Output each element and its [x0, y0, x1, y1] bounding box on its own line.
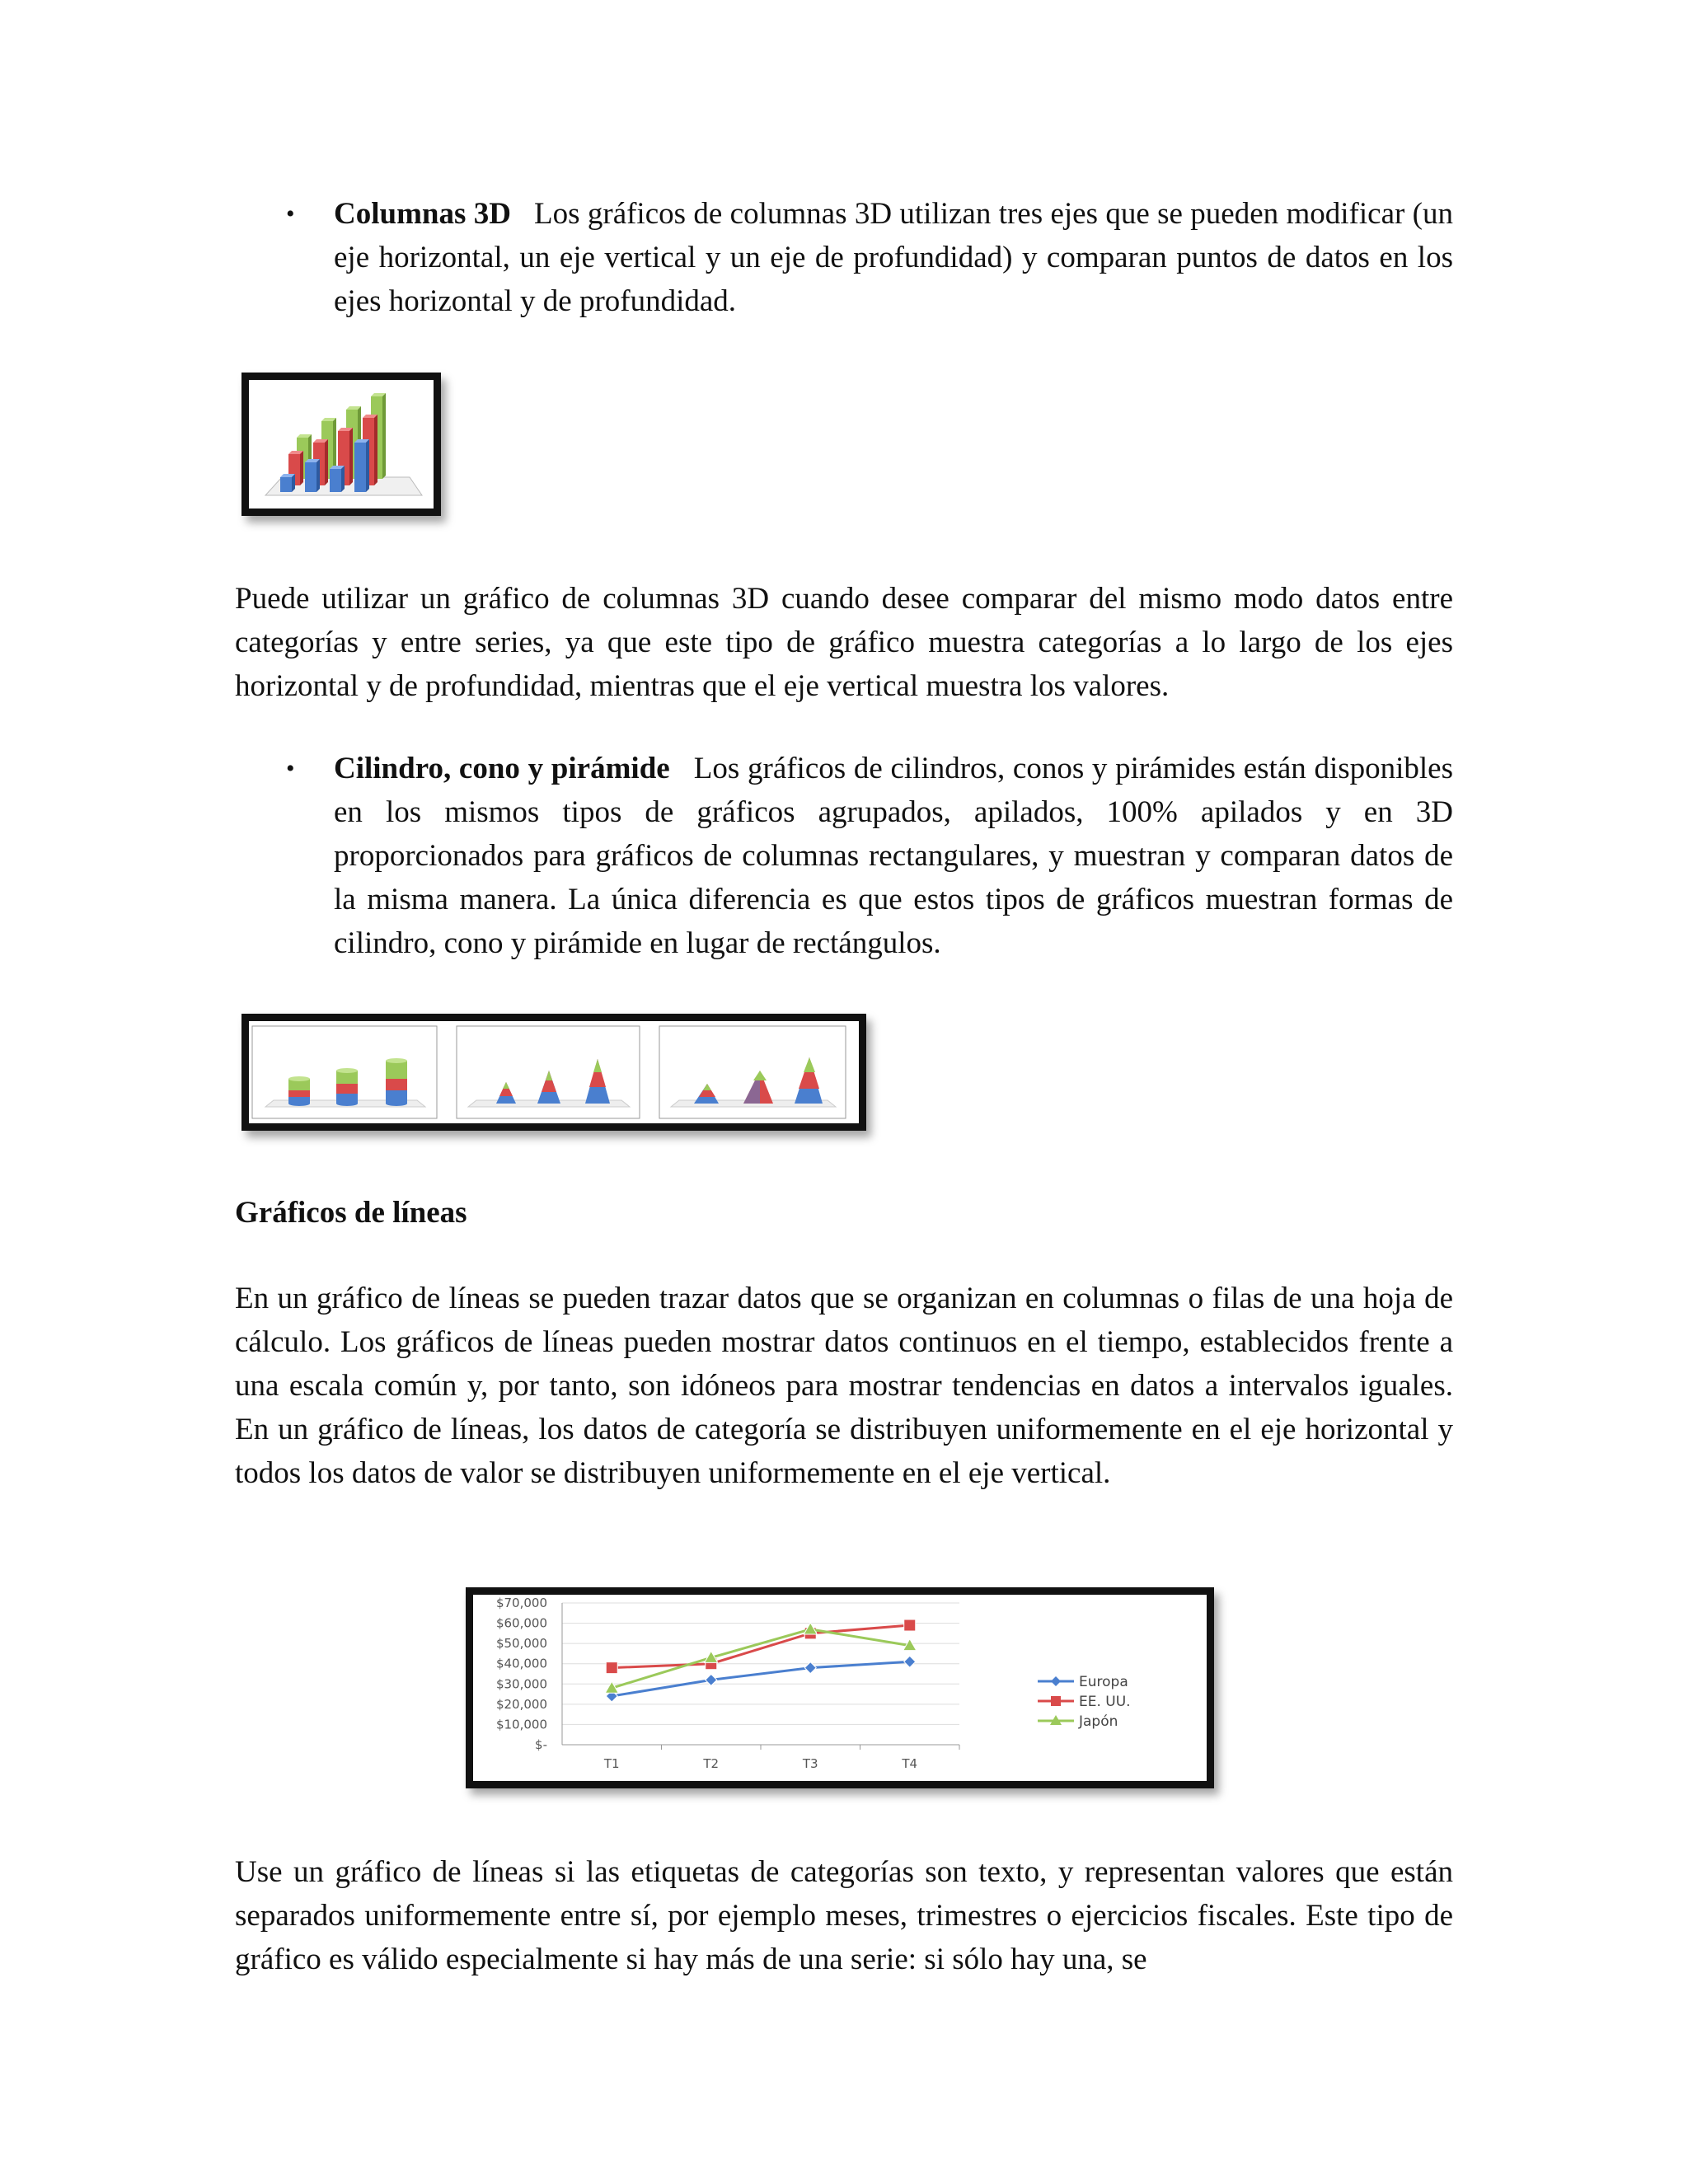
legend-marker: [1051, 1676, 1061, 1686]
y-tick-label: $70,000: [495, 1596, 547, 1610]
x-tick-label: T4: [902, 1756, 918, 1771]
line-chart-frame: [466, 1587, 1214, 1788]
bullet-dot: •: [286, 200, 295, 227]
bullet-term: Columnas 3D: [334, 197, 511, 231]
bullet-columnas-3d: [286, 192, 1453, 323]
y-tick-label: $40,000: [495, 1656, 547, 1671]
cylinder-cone-pyramid-illustration: [249, 1021, 859, 1123]
series-line-jap-n: [612, 1629, 910, 1688]
y-tick-label: $10,000: [495, 1717, 547, 1732]
legend-label: EE. UU.: [1079, 1694, 1131, 1710]
series-line-ee-uu-: [612, 1625, 910, 1668]
cylinder-cone-pyramid-image: [241, 1014, 866, 1131]
paragraph-lineas: En un gráfico de líneas se pueden trazar datos que se organizan en columnas o filas de una hoja de cálculo. Los gráficos de líneas pueden mostrar datos continuos en el tiempo, establecidos frente a una escala común y, por tanto, son idóneos para mostrar tendencias en datos a intervalos iguales. En un gráfico de líneas, los datos de categoría se distribuyen uniformemente en el eje horizontal y todos los datos de valor se distribuyen uniformemente en el eje vertical.: [235, 1282, 1453, 1490]
bullet-dot: •: [286, 755, 295, 782]
bullet-text: Los gráficos de columnas 3D utilizan tres ejes que se pueden modificar (un eje horizontal, un eje vertical y un eje de profundidad) y comparan puntos de datos en los ejes horizontal y de profundidad.: [334, 197, 1453, 318]
y-tick-label: $20,000: [495, 1696, 547, 1712]
bullet-term: Cilindro, cono y pirámide: [334, 752, 670, 785]
x-tick-label: T1: [603, 1756, 620, 1771]
paragraph-uso-lineas: Use un gráfico de líneas si las etiquetas de categorías son texto, y representan valores que están separados uniformemente entre sí, por ejemplo meses, trimestres o ejercicios fiscales. Este tipo de gráfico es válido especialmente si hay más de una serie: si sólo hay una, se: [235, 1855, 1453, 1976]
section-heading: Gráficos de líneas: [235, 1196, 467, 1230]
y-tick-label: $50,000: [495, 1636, 547, 1652]
legend-label: Japón: [1079, 1713, 1118, 1730]
line-chart: [473, 1595, 1207, 1781]
legend-label: Europa: [1079, 1674, 1128, 1690]
data-point: [904, 1619, 916, 1631]
y-tick-label: $60,000: [495, 1615, 547, 1631]
x-tick-label: T2: [703, 1756, 720, 1771]
data-point: [904, 1656, 916, 1667]
bullet-cilindro-cono-piramide: [286, 747, 1453, 965]
y-tick-label: $-: [535, 1737, 547, 1752]
legend-marker: [1051, 1696, 1061, 1706]
paragraph-columnas-3d: Puede utilizar un gráfico de columnas 3D cuando desee comparar del mismo modo datos entre categorías y entre series, ya que este tipo de gráfico muestra categorías a lo largo de los ejes horizontal y de profundidad, mientras que el eje vertical muestra los valores.: [235, 582, 1453, 703]
columns-3d-image: [241, 373, 441, 516]
x-tick-label: T3: [802, 1756, 818, 1771]
columns-3d-illustration: [249, 380, 434, 509]
data-point: [606, 1662, 617, 1674]
bullet-text: Los gráficos de cilindros, conos y pirámides están disponibles en los mismos tipos de gráficos agrupados, apilados, 100% apilados y en 3D proporcionados para gráficos de columnas rectangulares, y muestran y comparan datos de la misma manera. La única diferencia es que estos tipos de gráficos muestran formas de cilindro, cono y pirámide en lugar de rectángulos.: [334, 752, 1453, 960]
y-tick-label: $30,000: [495, 1676, 547, 1692]
